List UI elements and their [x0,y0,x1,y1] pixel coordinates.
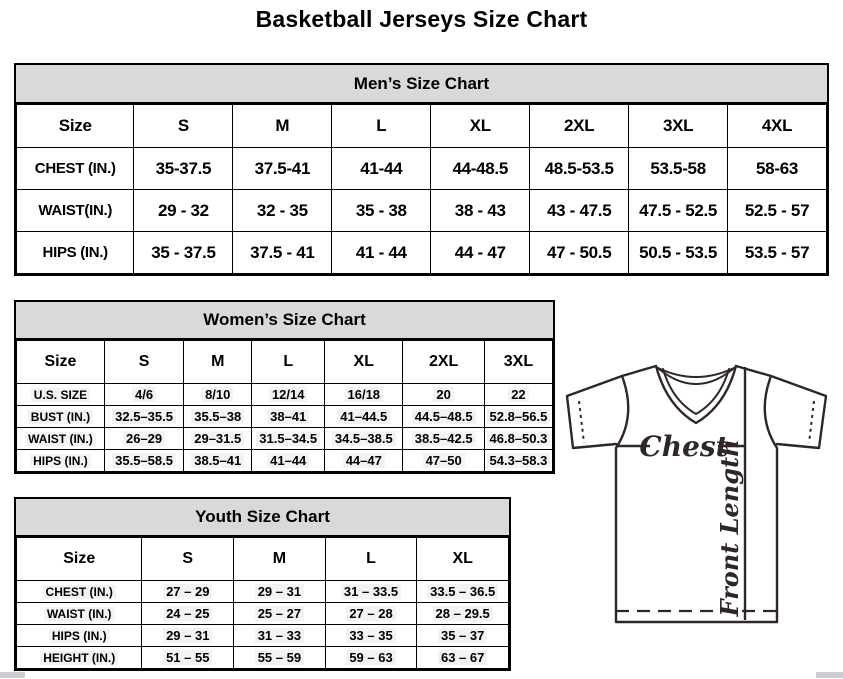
size-value-cell: 63 – 67 [417,647,509,669]
measurement-row [17,625,509,647]
measurement-row [17,581,509,603]
size-value-cell: 32.5–35.5 [104,406,183,428]
measurement-row-label: WAIST (IN.) [17,603,142,625]
size-value-cell: 38.5–42.5 [403,428,484,450]
size-value-cell: 26–29 [104,428,183,450]
size-value-cell: 38.5–41 [184,450,252,472]
size-corner-header: Size [17,105,134,148]
size-value-cell: 41–44 [252,450,325,472]
measurement-row [17,406,553,428]
measurement-row-label: WAIST (IN.) [17,428,105,450]
mens-header-row [17,105,827,148]
size-column-header: S [134,105,233,148]
size-value-cell: 44 - 47 [431,232,530,274]
size-value-cell: 35 - 37.5 [134,232,233,274]
size-value-cell: 33 – 35 [325,625,417,647]
size-value-cell: 41-44 [332,148,431,190]
size-column-header: 3XL [629,105,728,148]
size-value-cell: 29 - 32 [134,190,233,232]
size-value-cell: 29–31.5 [184,428,252,450]
womens-size-chart [14,300,555,474]
size-corner-header: Size [17,341,105,384]
measurement-row-label: WAIST(IN.) [17,190,134,232]
womens-chart-title: Women’s Size Chart [16,302,553,340]
size-value-cell: 25 – 27 [234,603,326,625]
size-value-cell: 35.5–58.5 [104,450,183,472]
size-value-cell: 43 - 47.5 [530,190,629,232]
size-value-cell: 29 – 31 [142,625,234,647]
size-value-cell: 33.5 – 36.5 [417,581,509,603]
scrollbar-fragment-left[interactable] [0,672,25,678]
size-value-cell: 8/10 [184,384,252,406]
size-column-header: XL [417,538,509,581]
size-value-cell: 53.5 - 57 [728,232,827,274]
jersey-outline-icon [567,366,826,622]
size-column-header: 2XL [530,105,629,148]
size-value-cell: 27 – 29 [142,581,234,603]
measurement-row [17,148,827,190]
size-column-header: XL [325,341,403,384]
size-value-cell: 32 - 35 [233,190,332,232]
size-value-cell: 22 [484,384,552,406]
measurement-row [17,232,827,274]
youth-size-table [16,537,509,669]
size-value-cell: 16/18 [325,384,403,406]
size-column-header: M [234,538,326,581]
size-column-header: S [104,341,183,384]
measurement-row [17,603,509,625]
size-column-header: M [184,341,252,384]
chest-label: Chest [639,430,729,463]
womens-size-table [16,340,553,472]
size-value-cell: 58-63 [728,148,827,190]
youth-chart-title: Youth Size Chart [16,499,509,537]
size-corner-header: Size [17,538,142,581]
size-value-cell: 47 - 50.5 [530,232,629,274]
size-value-cell: 47.5 - 52.5 [629,190,728,232]
measurement-row-label: HIPS (IN.) [17,625,142,647]
size-value-cell: 55 – 59 [234,647,326,669]
size-value-cell: 4/6 [104,384,183,406]
size-column-header: L [332,105,431,148]
measurement-row [17,450,553,472]
size-value-cell: 44-48.5 [431,148,530,190]
youth-header-row [17,538,509,581]
size-column-header: L [252,341,325,384]
size-column-header: 2XL [403,341,484,384]
size-value-cell: 53.5-58 [629,148,728,190]
size-value-cell: 54.3–58.3 [484,450,552,472]
size-value-cell: 28 – 29.5 [417,603,509,625]
size-column-header: L [325,538,417,581]
size-column-header: 4XL [728,105,827,148]
size-value-cell: 41 - 44 [332,232,431,274]
front-length-label: Front Length [715,439,744,617]
size-value-cell: 31 – 33 [234,625,326,647]
measurement-row-label: CHEST (IN.) [17,581,142,603]
youth-size-chart [14,497,511,671]
size-value-cell: 35 - 38 [332,190,431,232]
size-value-cell: 51 – 55 [142,647,234,669]
size-value-cell: 46.8–50.3 [484,428,552,450]
size-value-cell: 41–44.5 [325,406,403,428]
size-value-cell: 35 – 37 [417,625,509,647]
size-value-cell: 29 – 31 [234,581,326,603]
size-value-cell: 38 - 43 [431,190,530,232]
size-column-header: M [233,105,332,148]
mens-size-table [16,104,827,274]
size-value-cell: 35-37.5 [134,148,233,190]
size-value-cell: 37.5 - 41 [233,232,332,274]
size-value-cell: 47–50 [403,450,484,472]
page-title: Basketball Jerseys Size Chart [255,6,588,32]
measurement-row-label: HIPS (IN.) [17,450,105,472]
measurement-row [17,190,827,232]
size-value-cell: 52.5 - 57 [728,190,827,232]
measurement-row [17,647,509,669]
measurement-row-label: CHEST (IN.) [17,148,134,190]
size-value-cell: 37.5-41 [233,148,332,190]
size-value-cell: 44–47 [325,450,403,472]
mens-size-chart [14,63,829,276]
size-value-cell: 35.5–38 [184,406,252,428]
measurement-row [17,384,553,406]
size-value-cell: 27 – 28 [325,603,417,625]
jersey-measurement-diagram [561,360,838,628]
size-value-cell: 44.5–48.5 [403,406,484,428]
womens-header-row [17,341,553,384]
measurement-row-label: HIPS (IN.) [17,232,134,274]
size-value-cell: 34.5–38.5 [325,428,403,450]
measurement-row-label: HEIGHT (IN.) [17,647,142,669]
scrollbar-fragment-right[interactable] [816,672,843,678]
size-value-cell: 24 – 25 [142,603,234,625]
size-value-cell: 48.5-53.5 [530,148,629,190]
measurement-row [17,428,553,450]
size-value-cell: 31.5–34.5 [252,428,325,450]
size-value-cell: 52.8–56.5 [484,406,552,428]
size-value-cell: 59 – 63 [325,647,417,669]
measurement-row-label: U.S. SIZE [17,384,105,406]
size-value-cell: 31 – 33.5 [325,581,417,603]
size-value-cell: 38–41 [252,406,325,428]
size-column-header: 3XL [484,341,552,384]
size-column-header: S [142,538,234,581]
measurement-row-label: BUST (IN.) [17,406,105,428]
size-column-header: XL [431,105,530,148]
size-value-cell: 50.5 - 53.5 [629,232,728,274]
size-value-cell: 20 [403,384,484,406]
size-value-cell: 12/14 [252,384,325,406]
mens-chart-title: Men’s Size Chart [16,65,827,104]
